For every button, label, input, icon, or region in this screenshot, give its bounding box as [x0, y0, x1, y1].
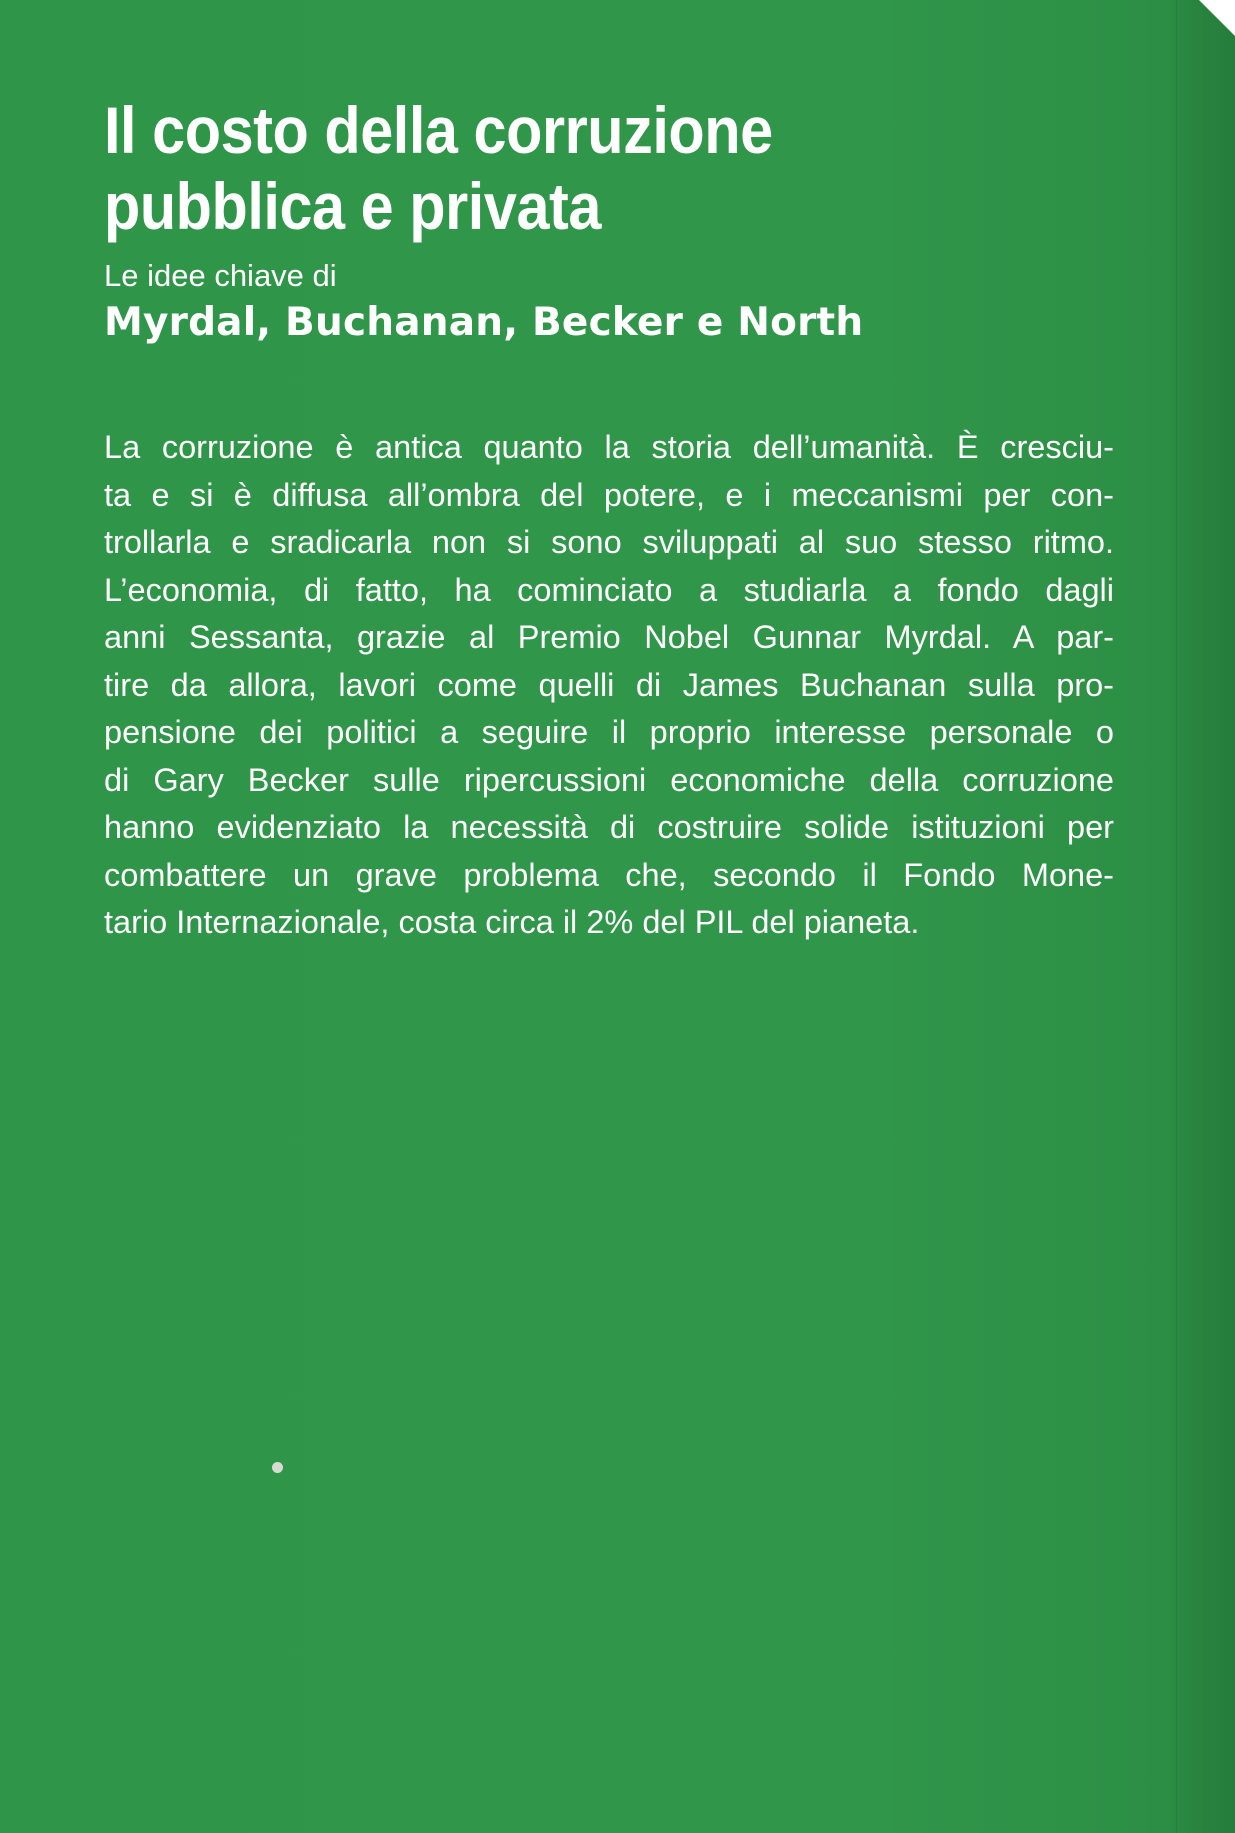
- blurb-line: hanno evidenziato la necessità di costruire solide istituzioni per: [104, 809, 1114, 845]
- book-title-line-2: pubblica e privata: [104, 169, 601, 243]
- blurb-line: L’economia, di fatto, ha cominciato a studiarla a fondo dagli: [104, 571, 1114, 608]
- cover-content: [104, 92, 1114, 947]
- blurb-line: combattere un grave problema che, secondo il Fondo Mone-: [104, 856, 1114, 893]
- blurb-line: trollarla e sradicarla non si sono sviluppati al suo stesso ritmo.: [104, 524, 1114, 560]
- blurb-line: di Gary Becker sulle ripercussioni economiche della corruzione: [104, 761, 1114, 798]
- book-title-line-1: Il costo della corruzione: [104, 93, 773, 167]
- page-corner: [1199, 0, 1235, 36]
- blurb-line: La corruzione è antica quanto la storia dell’umanità. È cresciu-: [104, 429, 1114, 465]
- blurb-line: pensione dei politici a seguire il proprio interesse personale o: [104, 714, 1114, 750]
- subtitle-authors: Myrdal, Buchanan, Becker e North: [104, 300, 864, 345]
- subtitle-intro: Le idee chiave di: [104, 258, 337, 293]
- blurb-line: ta e si è diffusa all’ombra del potere, e i meccanismi per con-: [104, 476, 1114, 513]
- blurb-line: tire da allora, lavori come quelli di James Buchanan sulla pro-: [104, 666, 1114, 703]
- paper-speck: [272, 1462, 283, 1473]
- spine-crease: [1176, 0, 1177, 1833]
- book-title: [104, 92, 1094, 244]
- blurb-line: anni Sessanta, grazie al Premio Nobel Gunnar Myrdal. A par-: [104, 619, 1114, 655]
- blurb-paragraph: [104, 424, 1114, 947]
- blurb-line-last: tario Internazionale, costa circa il 2% del PIL del pianeta.: [104, 904, 920, 940]
